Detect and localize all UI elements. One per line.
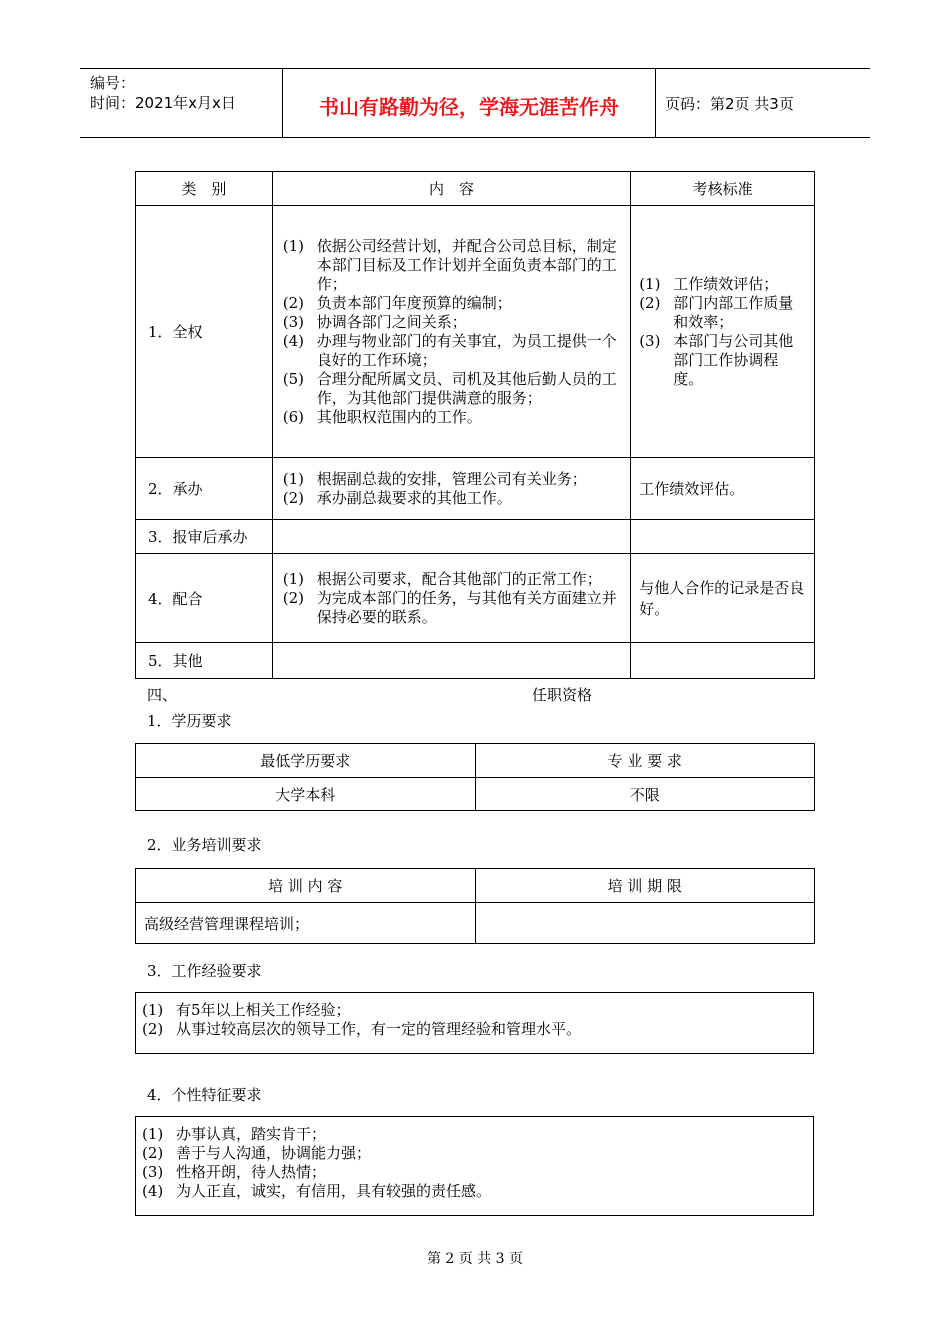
header-motto: 书山有路勤为径，学海无涯苦作舟 (319, 95, 619, 119)
table-row (136, 206, 815, 458)
list-item: (3) 本部门与公司其他部门工作协调程度。 (639, 331, 794, 388)
row-standard: 工作绩效评估。 (631, 458, 815, 520)
major-value: 不限 (475, 778, 815, 811)
training-period-value (475, 903, 814, 944)
list-item: (1) 办事认真，踏实肯干； (142, 1125, 327, 1143)
row-standard (631, 520, 815, 554)
major-header: 专 业 要 求 (475, 744, 815, 778)
experience-title: 3．工作经验要求 (147, 962, 262, 980)
experience-box (135, 992, 814, 1054)
header-category: 类 别 (136, 172, 273, 206)
list-item: (3) 协调各部门之间关系； (282, 312, 467, 331)
row-content (272, 520, 630, 554)
education-title: 1．学历要求 (147, 712, 232, 730)
table-row (136, 554, 815, 643)
section-number: 四、 (147, 686, 178, 704)
list-item: (2) 为完成本部门的任务，与其他有关方面建立并保持必要的联系。 (282, 588, 617, 626)
header-content: 内 容 (272, 172, 630, 206)
page-footer: 第 2 页 共 3 页 (426, 1251, 524, 1267)
training-table (135, 868, 815, 944)
header-time: 时间：2021年x月x日 (90, 94, 236, 112)
row-category: 4．配合 (136, 554, 273, 643)
personality-box (135, 1116, 814, 1216)
list-item: (2) 部门内部工作质量和效率； (639, 293, 794, 331)
row-content (272, 643, 630, 679)
list-item: (1) 依据公司经营计划，并配合公司总目标，制定本部门目标及工作计划并全面负责本部门的工作； (282, 236, 617, 293)
header-meta (90, 73, 236, 113)
table-header-row (136, 869, 815, 903)
list-item: (2) 善于与人沟通，协调能力强； (142, 1144, 372, 1162)
training-content-header: 培 训 内 容 (136, 869, 476, 903)
table-header-row (136, 172, 815, 206)
education-value: 大学本科 (136, 778, 476, 811)
row-category: 1．全权 (136, 206, 273, 458)
table-row (136, 903, 815, 944)
header-page-number: 页码：第2页 共3页 (665, 95, 794, 113)
list-item: (1) 工作绩效评估； (639, 274, 779, 293)
header-divider (655, 69, 656, 137)
row-standard (631, 643, 815, 679)
list-item: (4) 为人正直，诚实，有信用，具有较强的责任感。 (142, 1182, 492, 1200)
list-item: (2) 承办副总裁要求的其他工作。 (282, 488, 512, 507)
personality-title: 4．个性特征要求 (147, 1086, 262, 1104)
table-header-row (136, 744, 815, 778)
table-row (136, 458, 815, 520)
list-item: (2) 从事过较高层次的领导工作，有一定的管理经验和管理水平。 (142, 1020, 582, 1038)
table-row (136, 520, 815, 554)
section-title: 任职资格 (532, 686, 593, 704)
table-row (136, 643, 815, 679)
row-standard (631, 206, 815, 458)
row-category: 5．其他 (136, 643, 273, 679)
header-standard: 考核标准 (631, 172, 815, 206)
training-content-value: 高级经营管理课程培训； (136, 903, 476, 944)
list-item: (6) 其他职权范围内的工作。 (282, 407, 482, 426)
row-category: 2．承办 (136, 458, 273, 520)
training-title: 2．业务培训要求 (147, 836, 262, 854)
list-item: (2) 负责本部门年度预算的编制； (282, 293, 512, 312)
header-code: 编号： (90, 74, 136, 92)
list-item: (1) 根据副总裁的安排，管理公司有关业务； (282, 469, 587, 488)
list-item: (1) 根据公司要求，配合其他部门的正常工作； (282, 569, 602, 588)
page-header (80, 68, 870, 138)
table-row (136, 778, 815, 811)
row-content (272, 554, 630, 643)
education-header: 最低学历要求 (136, 744, 476, 778)
list-item: (5) 合理分配所属文员、司机及其他后勤人员的工作，为其他部门提供满意的服务； (282, 369, 617, 407)
education-table (135, 743, 815, 811)
duties-table (135, 171, 815, 679)
row-standard: 与他人合作的记录是否良好。 (631, 554, 815, 643)
list-item: (1) 有5年以上相关工作经验； (142, 1001, 351, 1019)
row-content (272, 206, 630, 458)
training-period-header: 培 训 期 限 (475, 869, 814, 903)
list-item: (3) 性格开朗，待人热情； (142, 1163, 327, 1181)
list-item: (4) 办理与物业部门的有关事宜，为员工提供一个良好的工作环境； (282, 331, 617, 369)
row-category: 3．报审后承办 (136, 520, 273, 554)
row-content (272, 458, 630, 520)
